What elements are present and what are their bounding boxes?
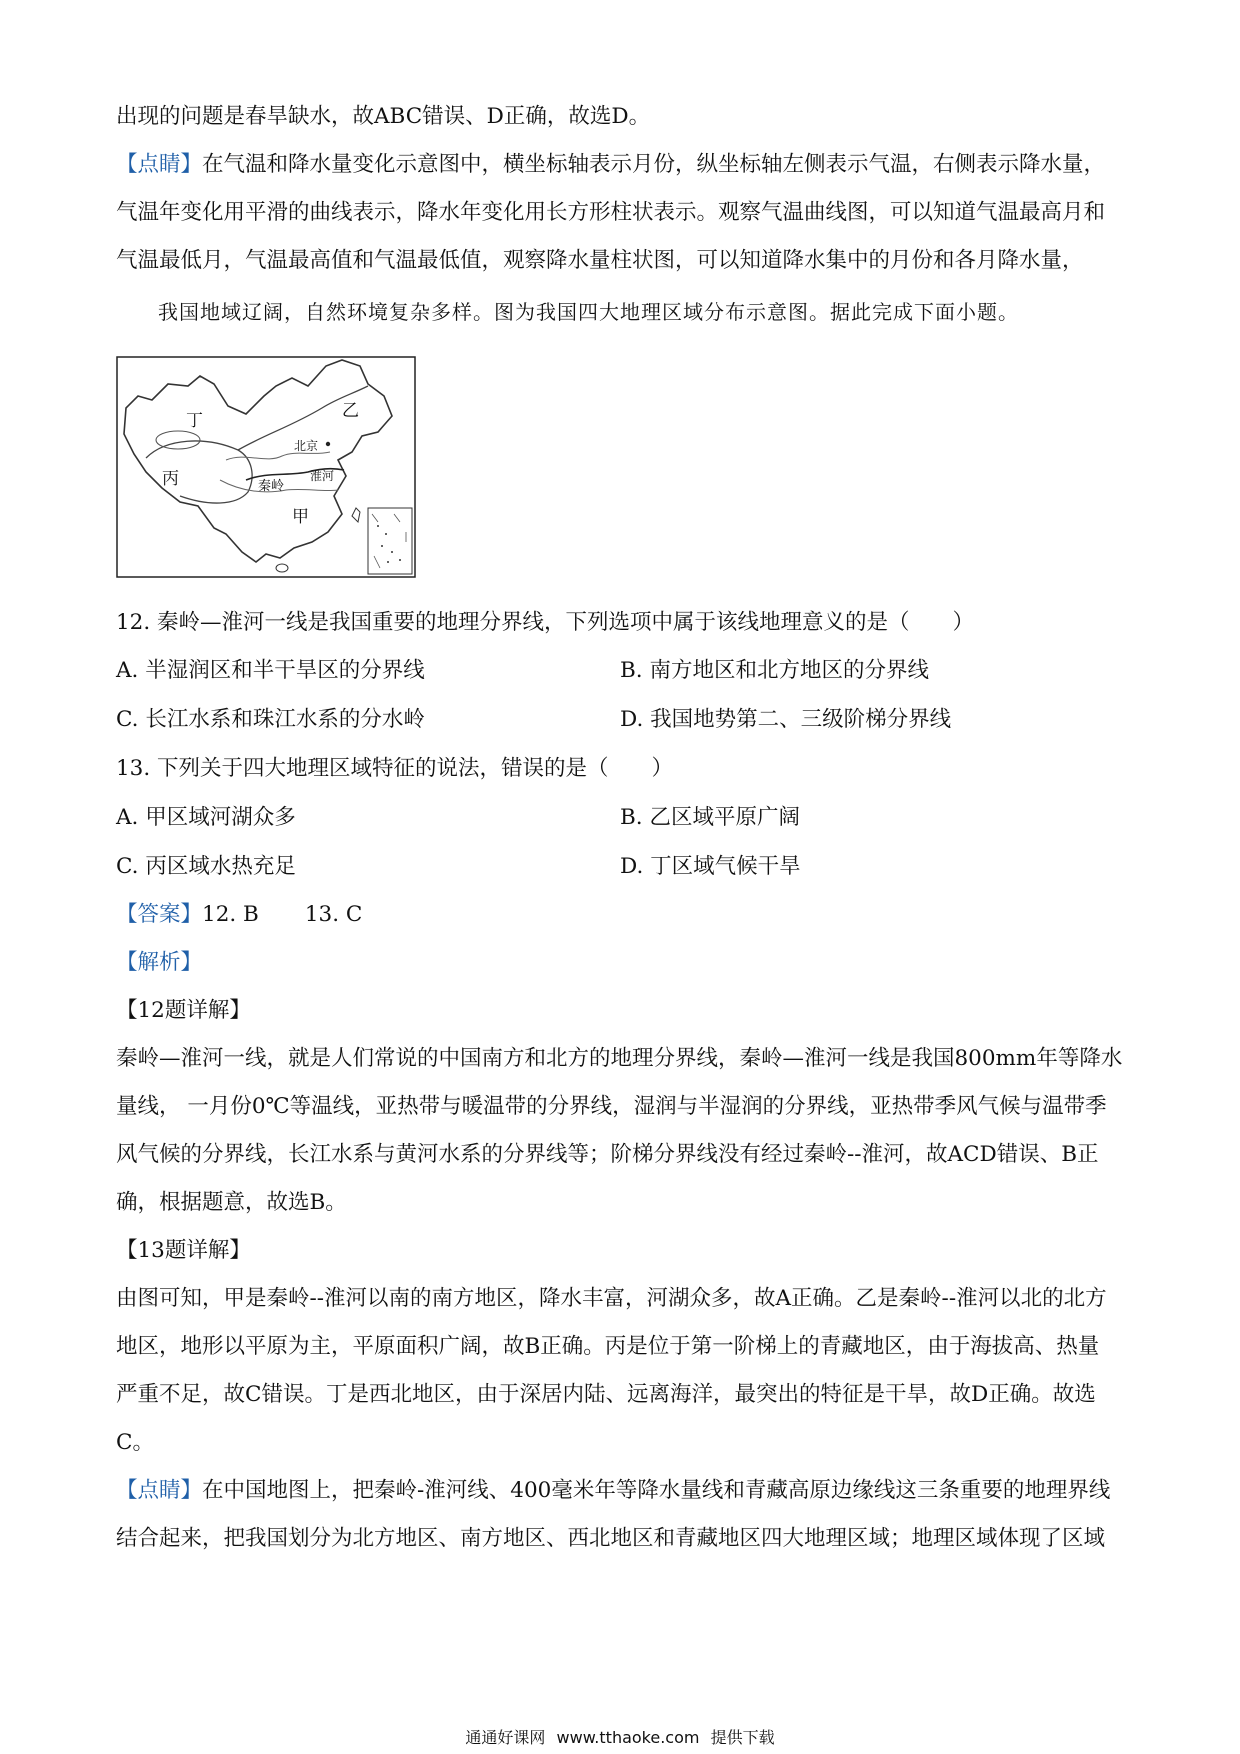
text-line: 气温最低月，气温最高值和气温最低值，观察降水量柱状图，可以知道降水集中的月份和各月降水量，: [116, 248, 1084, 273]
passage-intro: 我国地域辽阔，自然环境复杂多样。图为我国四大地理区域分布示意图。据此完成下面小题。: [158, 300, 1019, 324]
detail-12-line: 秦岭—淮河一线，就是人们常说的中国南方和北方的地理分界线，秦岭—淮河一线是我国800mm年等降水: [116, 1046, 1123, 1071]
answer-tag: 【答案】: [116, 902, 203, 927]
huaihe-label: 淮河: [310, 469, 335, 483]
beijing-label: 北京: [294, 439, 319, 453]
china-regions-map: [116, 356, 416, 578]
detail-13-heading: 【13题详解】: [116, 1238, 251, 1263]
detail-12-line: 量线， 一月份0℃等温线，亚热带与暖温带的分界线，湿润与半湿润的分界线，亚热带季风气候与温带季: [116, 1094, 1107, 1119]
final-tip-line: 【点睛】在中国地图上，把秦岭-淮河线、400毫米年等降水量线和青藏高原边缘线这三条重要的地理界线: [116, 1478, 1111, 1503]
beijing-dot: [326, 442, 330, 446]
analysis-tag: 【解析】: [116, 950, 203, 975]
footer-url[interactable]: www.tthaoke.com: [556, 1728, 700, 1747]
footer-site-name: 通通好课网: [465, 1728, 546, 1747]
detail-12-line: 确，根据题意，故选B。: [116, 1190, 347, 1215]
q12-option-c: C. 长江水系和珠江水系的分水岭: [116, 707, 425, 732]
q12-option-d: D. 我国地势第二、三级阶梯分界线: [620, 707, 952, 732]
text-line: 出现的问题是春旱缺水，故ABC错误、D正确，故选D。: [116, 104, 651, 129]
region-label-bing: 丙: [162, 469, 179, 489]
final-tip-tag: 【点睛】: [116, 1478, 203, 1503]
q12-option-b: B. 南方地区和北方地区的分界线: [620, 658, 929, 683]
detail-12-line: 风气候的分界线，长江水系与黄河水系的分界线等；阶梯分界线没有经过秦岭--淮河，故ACD错误、B正: [116, 1142, 1099, 1167]
region-label-yi: 乙: [342, 401, 359, 421]
region-label-jia: 甲: [292, 507, 309, 527]
answer-13: 13. C: [304, 902, 363, 927]
tip-tag: 【点睛】: [116, 152, 203, 177]
q13-option-d: D. 丁区域气候干旱: [620, 854, 801, 879]
q13-option-b: B. 乙区域平原广阔: [620, 805, 800, 830]
tip-paragraph-line: 【点睛】在气温和降水量变化示意图中，横坐标轴表示月份，纵坐标轴左侧表示气温，右侧表示降水量，: [116, 152, 1106, 177]
region-label-ding: 丁: [186, 411, 203, 431]
detail-13-line: C。: [116, 1430, 154, 1455]
q13-option-a: A. 甲区域河湖众多: [116, 805, 296, 830]
detail-12-heading: 【12题详解】: [116, 998, 251, 1023]
answer-line: [116, 900, 1136, 930]
footer-note: 提供下载: [710, 1728, 775, 1747]
final-tip-line: 结合起来，把我国划分为北方地区、南方地区、西北地区和青藏地区四大地理区域；地理区域体现了区域: [116, 1526, 1106, 1551]
detail-13-line: 由图可知，甲是秦岭--淮河以南的南方地区，降水丰富，河湖众多，故A正确。乙是秦岭--淮河以北的北方: [116, 1286, 1107, 1311]
detail-13-line: 地区，地形以平原为主，平原面积广阔，故B正确。丙是位于第一阶梯上的青藏地区，由于海拔高、热量: [116, 1334, 1100, 1359]
question-13-stem: 13. 下列关于四大地理区域特征的说法，错误的是（ ）: [116, 756, 674, 781]
question-12-stem: 12. 秦岭—淮河一线是我国重要的地理分界线，下列选项中属于该线地理意义的是（ ）: [116, 610, 975, 635]
page-footer: [0, 1727, 1240, 1749]
answer-12: 12. B: [202, 902, 259, 927]
q13-option-c: C. 丙区域水热充足: [116, 854, 296, 879]
q12-option-a: A. 半湿润区和半干旱区的分界线: [116, 658, 425, 683]
detail-13-line: 严重不足，故C错误。丁是西北地区，由于深居内陆、远离海洋，最突出的特征是干旱，故D正确。故选: [116, 1382, 1096, 1407]
text-line: 气温年变化用平滑的曲线表示，降水年变化用长方形柱状表示。观察气温曲线图，可以知道气温最高月和: [116, 200, 1106, 225]
qinling-label: 秦岭: [258, 479, 285, 494]
